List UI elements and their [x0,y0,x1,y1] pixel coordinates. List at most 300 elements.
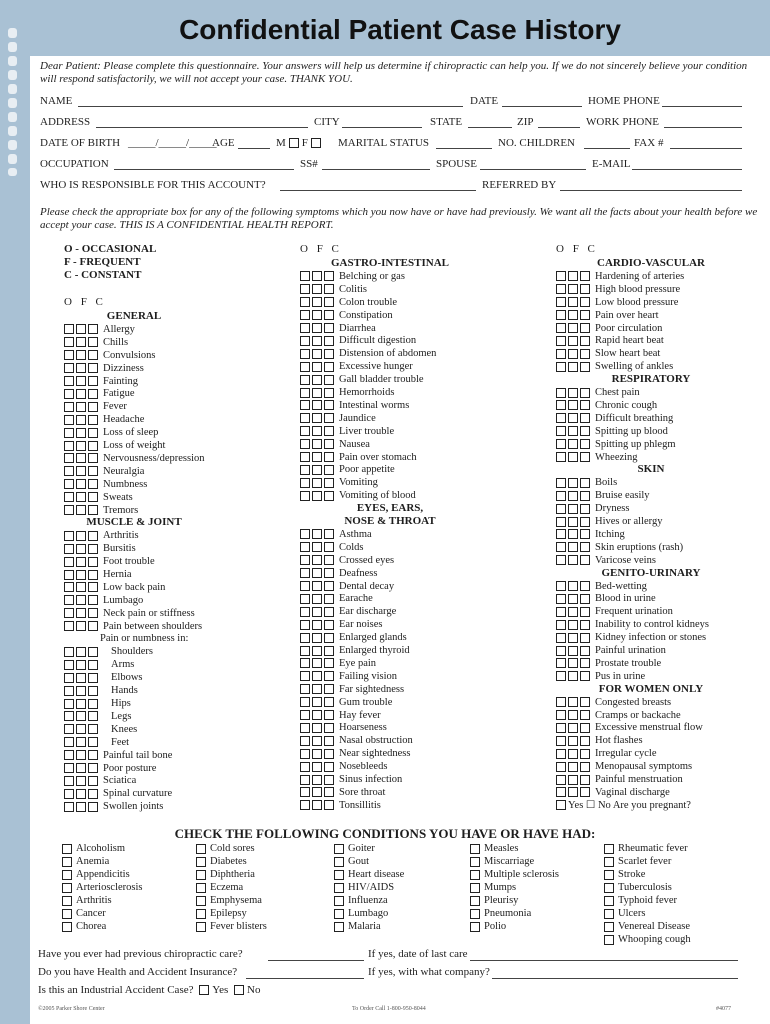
ofc-checkboxes[interactable] [300,581,336,591]
symptom-item[interactable] [64,400,127,413]
checkbox[interactable] [556,413,566,423]
checkbox[interactable] [580,762,590,772]
work-phone-field[interactable] [664,127,742,128]
symptom-item[interactable] [64,645,153,658]
symptom-item[interactable] [64,671,143,684]
ofc-checkboxes[interactable] [300,491,336,501]
checkbox[interactable] [324,310,334,320]
checkbox[interactable] [312,710,322,720]
ofc-checkboxes[interactable] [556,633,592,643]
checkbox[interactable] [64,557,74,567]
symptom-item[interactable] [64,749,172,762]
checkbox[interactable] [64,376,74,386]
checkbox[interactable] [88,492,98,502]
checkbox[interactable] [568,517,578,527]
checkbox[interactable] [324,323,334,333]
checkbox[interactable] [568,400,578,410]
symptom-item[interactable] [300,347,436,360]
checkbox[interactable] [300,633,310,643]
symptom-item[interactable] [556,747,657,760]
checkbox[interactable] [580,400,590,410]
condition-checkbox[interactable] [604,909,614,919]
checkbox[interactable] [76,479,86,489]
ofc-checkboxes[interactable] [300,375,336,385]
checkbox[interactable] [580,775,590,785]
symptom-item[interactable] [300,683,404,696]
symptom-item[interactable] [300,786,385,799]
checkbox[interactable] [76,337,86,347]
symptom-item[interactable] [556,322,662,335]
checkbox[interactable] [64,608,74,618]
ofc-checkboxes[interactable] [64,737,100,747]
ofc-checkboxes[interactable] [300,710,336,720]
checkbox[interactable] [580,542,590,552]
symptom-item[interactable] [300,592,373,605]
checkbox[interactable] [580,594,590,604]
checkbox[interactable] [312,684,322,694]
symptom-item[interactable] [64,542,136,555]
checkbox[interactable] [568,284,578,294]
symptom-item[interactable] [300,425,394,438]
checkbox[interactable] [568,388,578,398]
checkbox[interactable] [76,415,86,425]
symptom-item[interactable] [556,489,650,502]
checkbox[interactable] [64,711,74,721]
condition-checkbox[interactable] [604,870,614,880]
checkbox[interactable] [568,736,578,746]
condition-item[interactable] [62,855,109,868]
ofc-checkboxes[interactable] [556,336,592,346]
ofc-checkboxes[interactable] [556,517,592,527]
ofc-checkboxes[interactable] [300,787,336,797]
checkbox[interactable] [568,504,578,514]
checkbox[interactable] [76,570,86,580]
checkbox[interactable] [64,428,74,438]
city-field[interactable] [342,127,422,128]
symptom-item[interactable] [556,502,629,515]
checkbox[interactable] [312,736,322,746]
checkbox[interactable] [88,389,98,399]
checkbox[interactable] [312,620,322,630]
checkbox[interactable] [300,362,310,372]
checkbox[interactable] [312,323,322,333]
ofc-checkboxes[interactable] [300,439,336,449]
checkbox[interactable] [312,362,322,372]
checkbox[interactable] [88,737,98,747]
checkbox[interactable] [324,375,334,385]
condition-item[interactable] [604,855,671,868]
checkbox[interactable] [64,802,74,812]
checkbox[interactable] [64,621,74,631]
responsible-field[interactable] [280,190,476,191]
checkbox[interactable] [64,673,74,683]
symptom-item[interactable] [64,762,156,775]
symptom-item[interactable] [556,631,706,644]
checkbox[interactable] [300,607,310,617]
ofc-checkboxes[interactable] [556,388,592,398]
checkbox[interactable] [556,491,566,501]
checkbox[interactable] [64,402,74,412]
symptom-item[interactable] [556,334,664,347]
checkbox[interactable] [324,800,334,810]
checkbox[interactable] [76,324,86,334]
checkbox[interactable] [64,337,74,347]
checkbox[interactable] [580,517,590,527]
condition-checkbox[interactable] [196,922,206,932]
symptom-item[interactable] [300,709,381,722]
email-field[interactable] [632,169,742,170]
condition-checkbox[interactable] [470,922,480,932]
checkbox[interactable] [76,389,86,399]
checkbox[interactable] [324,684,334,694]
condition-item[interactable] [196,868,255,881]
checkbox[interactable] [324,478,334,488]
ofc-checkboxes[interactable] [556,439,592,449]
ofc-checkboxes[interactable] [300,684,336,694]
checkbox[interactable] [76,363,86,373]
ofc-checkboxes[interactable] [64,763,100,773]
condition-item[interactable] [470,855,534,868]
ofc-checkboxes[interactable] [64,441,100,451]
fax-field[interactable] [670,148,742,149]
ofc-checkboxes[interactable] [556,775,592,785]
checkbox[interactable] [324,529,334,539]
checkbox[interactable] [300,542,310,552]
symptom-item[interactable] [64,684,138,697]
checkbox[interactable] [324,284,334,294]
ofc-checkboxes[interactable] [300,762,336,772]
checkbox[interactable] [312,607,322,617]
checkbox[interactable] [568,297,578,307]
checkbox[interactable] [580,323,590,333]
checkbox[interactable] [312,413,322,423]
symptom-item[interactable] [64,723,137,736]
checkbox[interactable] [300,736,310,746]
symptom-item[interactable] [556,721,703,734]
checkbox[interactable] [88,686,98,696]
condition-checkbox[interactable] [62,896,72,906]
checkbox[interactable] [64,466,74,476]
symptom-item[interactable] [300,631,407,644]
checkbox[interactable] [300,697,310,707]
checkbox[interactable] [324,413,334,423]
checkbox[interactable] [324,388,334,398]
checkbox[interactable] [88,595,98,605]
symptom-item[interactable] [556,709,681,722]
checkbox[interactable] [580,633,590,643]
checkbox[interactable] [556,710,566,720]
checkbox[interactable] [76,350,86,360]
ofc-checkboxes[interactable] [556,762,592,772]
symptom-item[interactable] [64,413,144,426]
checkbox[interactable] [88,750,98,760]
symptom-item[interactable] [556,412,673,425]
symptom-item[interactable] [300,463,395,476]
symptom-item[interactable] [300,270,405,283]
condition-checkbox[interactable] [604,922,614,932]
symptom-item[interactable] [556,670,645,683]
checkbox[interactable] [76,802,86,812]
ofc-checkboxes[interactable] [64,402,100,412]
symptom-item[interactable] [300,657,376,670]
checkbox[interactable] [312,452,322,462]
checkbox[interactable] [580,581,590,591]
checkbox[interactable] [88,802,98,812]
checkbox[interactable] [580,658,590,668]
checkbox[interactable] [568,762,578,772]
checkbox[interactable] [76,737,86,747]
symptom-item[interactable] [64,426,158,439]
checkbox[interactable] [324,749,334,759]
checkbox[interactable] [312,375,322,385]
ofc-checkboxes[interactable] [300,555,336,565]
checkbox[interactable] [312,388,322,398]
ofc-checkboxes[interactable] [556,413,592,423]
ofc-checkboxes[interactable] [300,542,336,552]
symptom-item[interactable] [64,349,156,362]
checkbox[interactable] [88,453,98,463]
checkbox[interactable] [568,749,578,759]
ofc-checkboxes[interactable] [64,699,100,709]
checkbox[interactable] [580,749,590,759]
ofc-checkboxes[interactable] [300,400,336,410]
ofc-checkboxes[interactable] [64,789,100,799]
checkbox[interactable] [64,544,74,554]
condition-item[interactable] [604,868,645,881]
condition-item[interactable] [604,933,691,946]
checkbox[interactable] [580,710,590,720]
ofc-checkboxes[interactable] [64,453,100,463]
condition-checkbox[interactable] [604,896,614,906]
symptom-item[interactable] [300,476,378,489]
symptom-item[interactable] [556,554,656,567]
checkbox[interactable] [556,723,566,733]
symptom-item[interactable] [300,399,409,412]
checkbox[interactable] [580,620,590,630]
symptom-item[interactable] [300,296,397,309]
condition-item[interactable] [604,907,645,920]
checkbox[interactable] [88,763,98,773]
checkbox[interactable] [76,428,86,438]
ofc-checkboxes[interactable] [556,362,592,372]
checkbox[interactable] [580,504,590,514]
name-field[interactable] [78,106,463,107]
checkbox[interactable] [76,673,86,683]
checkbox[interactable] [312,336,322,346]
condition-checkbox[interactable] [62,844,72,854]
symptom-item[interactable] [556,760,692,773]
checkbox[interactable] [556,336,566,346]
ofc-checkboxes[interactable] [64,376,100,386]
symptom-item[interactable] [64,736,129,749]
condition-item[interactable] [604,842,688,855]
condition-checkbox[interactable] [334,870,344,880]
checkbox[interactable] [580,478,590,488]
ofc-checkboxes[interactable] [556,426,592,436]
symptom-item[interactable] [300,696,392,709]
checkbox[interactable] [568,646,578,656]
checkbox[interactable] [76,750,86,760]
state-field[interactable] [468,127,512,128]
symptom-item[interactable] [64,581,165,594]
ofc-checkboxes[interactable] [556,658,592,668]
checkbox[interactable] [76,647,86,657]
ofc-checkboxes[interactable] [300,388,336,398]
checkbox[interactable] [312,581,322,591]
symptom-item[interactable] [556,696,671,709]
checkbox[interactable] [76,621,86,631]
checkbox[interactable] [64,686,74,696]
ofc-checkboxes[interactable] [64,337,100,347]
ofc-checkboxes[interactable] [64,505,100,515]
checkbox[interactable] [568,710,578,720]
symptom-item[interactable] [300,373,424,386]
checkbox[interactable] [580,413,590,423]
condition-item[interactable] [604,881,672,894]
ofc-checkboxes[interactable] [556,594,592,604]
condition-checkbox[interactable] [334,922,344,932]
symptom-item[interactable] [556,476,617,489]
ofc-checkboxes[interactable] [64,466,100,476]
checkbox[interactable] [76,453,86,463]
checkbox[interactable] [76,544,86,554]
ofc-checkboxes[interactable] [300,529,336,539]
checkbox[interactable] [324,271,334,281]
checkbox[interactable] [556,452,566,462]
checkbox[interactable] [88,324,98,334]
condition-item[interactable] [470,920,506,933]
ofc-checkboxes[interactable] [556,555,592,565]
ofc-checkboxes[interactable] [64,621,100,631]
checkbox[interactable] [568,775,578,785]
checkbox[interactable] [300,310,310,320]
symptom-item[interactable] [300,773,402,786]
checkbox[interactable] [64,595,74,605]
checkbox[interactable] [324,594,334,604]
ofc-checkboxes[interactable] [300,671,336,681]
checkbox[interactable] [556,607,566,617]
checkbox[interactable] [580,723,590,733]
checkbox[interactable] [324,452,334,462]
ofc-checkboxes[interactable] [64,350,100,360]
checkbox[interactable] [300,349,310,359]
checkbox[interactable] [324,491,334,501]
checkbox[interactable] [88,711,98,721]
condition-item[interactable] [470,842,518,855]
checkbox[interactable] [64,750,74,760]
checkbox[interactable] [324,568,334,578]
checkbox[interactable] [88,350,98,360]
symptom-item[interactable] [64,658,134,671]
ofc-checkboxes[interactable] [556,607,592,617]
ofc-checkboxes[interactable] [300,697,336,707]
checkbox[interactable] [312,310,322,320]
checkbox[interactable] [300,439,310,449]
checkbox[interactable] [300,723,310,733]
symptom-item[interactable] [300,605,396,618]
checkbox[interactable] [580,671,590,681]
ofc-checkboxes[interactable] [556,620,592,630]
checkbox[interactable] [568,439,578,449]
symptom-item[interactable] [64,568,132,581]
symptom-item[interactable] [64,594,143,607]
ofc-checkboxes[interactable] [300,336,336,346]
checkbox[interactable] [580,271,590,281]
ofc-checkboxes[interactable] [556,349,592,359]
ofc-checkboxes[interactable] [300,349,336,359]
checkbox[interactable] [88,428,98,438]
ofc-checkboxes[interactable] [64,608,100,618]
age-field[interactable] [238,148,270,149]
condition-checkbox[interactable] [604,935,614,945]
sex-checkboxes[interactable]: M F [276,137,324,149]
checkbox[interactable] [64,647,74,657]
checkbox[interactable] [324,336,334,346]
checkbox[interactable] [324,710,334,720]
ofc-checkboxes[interactable] [556,787,592,797]
checkbox[interactable] [300,271,310,281]
ofc-checkboxes[interactable] [556,297,592,307]
checkbox[interactable] [568,452,578,462]
condition-checkbox[interactable] [334,844,344,854]
symptom-item[interactable] [300,386,394,399]
checkbox[interactable] [556,362,566,372]
checkbox[interactable] [64,505,74,515]
ofc-checkboxes[interactable] [300,646,336,656]
condition-checkbox[interactable] [604,883,614,893]
symptom-item[interactable] [300,489,416,502]
checkbox[interactable] [300,787,310,797]
condition-item[interactable] [604,920,690,933]
checkbox[interactable] [568,336,578,346]
checkbox[interactable] [324,362,334,372]
checkbox[interactable] [568,271,578,281]
last-care-field[interactable] [470,960,738,961]
condition-checkbox[interactable] [196,870,206,880]
checkbox[interactable] [88,402,98,412]
ofc-checkboxes[interactable] [64,686,100,696]
ofc-checkboxes[interactable] [64,582,100,592]
checkbox[interactable] [580,439,590,449]
condition-checkbox[interactable] [196,896,206,906]
checkbox[interactable] [312,658,322,668]
symptom-item[interactable] [300,360,413,373]
ofc-checkboxes[interactable] [64,673,100,683]
symptom-item[interactable] [556,644,666,657]
checkbox[interactable] [64,570,74,580]
children-field[interactable] [584,148,630,149]
symptom-item[interactable] [300,412,376,425]
checkbox[interactable] [64,415,74,425]
symptom-item[interactable] [556,360,673,373]
checkbox[interactable] [568,607,578,617]
ofc-checkboxes[interactable] [64,711,100,721]
checkbox[interactable] [312,723,322,733]
condition-item[interactable] [334,855,369,868]
checkbox[interactable] [88,789,98,799]
checkbox[interactable] [556,749,566,759]
checkbox[interactable] [300,297,310,307]
condition-checkbox[interactable] [334,857,344,867]
ofc-checkboxes[interactable] [300,658,336,668]
symptom-item[interactable] [556,618,709,631]
checkbox[interactable] [300,491,310,501]
condition-item[interactable] [604,894,677,907]
condition-checkbox[interactable] [334,883,344,893]
checkbox[interactable] [324,775,334,785]
checkbox[interactable] [64,699,74,709]
ofc-checkboxes[interactable] [64,802,100,812]
